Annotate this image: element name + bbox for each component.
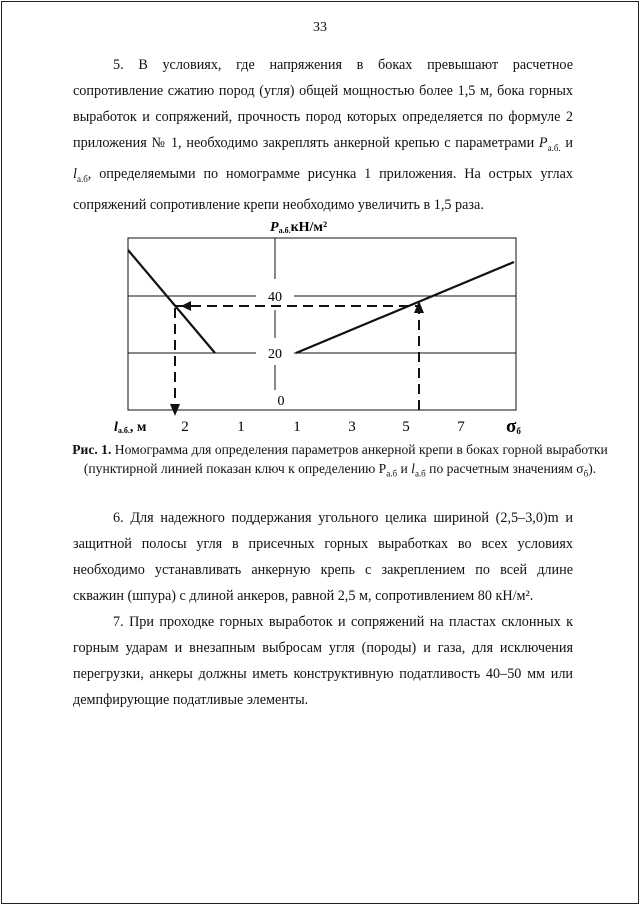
y-tick-20: 20	[268, 347, 282, 362]
paragraph-7-number: 7.	[113, 614, 124, 630]
symbol-l-subscript: а.б	[76, 173, 88, 184]
symbol-p-subscript: а.б.	[547, 142, 561, 153]
symbol-p: P	[538, 135, 548, 151]
x-tick-right-7: 7	[457, 419, 465, 435]
caption-and: и	[400, 461, 408, 476]
right-nomogram-line	[296, 262, 514, 353]
caption-label: Рис. 1.	[72, 442, 112, 457]
paragraph-7-text: При проходке горных выработок и сопряжений на пластах склонных к горным ударам и внезапным выбросам угля (породы) и газа, для исключения перегрузки, анкеры должны иметь конструктивную податливость 40–50 мм или демпфирующие податливые элементы.	[73, 614, 573, 708]
left-nomogram-line	[128, 250, 215, 353]
caption-close: ).	[588, 461, 597, 476]
x-tick-left-1: 1	[237, 419, 245, 435]
paragraph-5	[73, 52, 573, 218]
caption-text: Номограмма для определения параметров анкерной крепи в боках горной выработки (пунктирной линией показан ключ к определению P	[83, 442, 608, 476]
figure-caption	[60, 440, 620, 484]
nomogram-figure	[108, 215, 528, 437]
y-axis-title: Pа.б.кН/м²	[270, 220, 328, 235]
paragraph-5-text-a: В условиях, где напряжения в боках превышают расчетное сопротивление сжатию пород (угля) общей мощностью более 1,5 м, бока горных выработок и сопряжений, прочность пород которых определяется по формуле 2 приложения № 1, необходимо закреплять анкерной крепью с параметрами	[73, 57, 573, 151]
paragraph-5-and: и	[565, 135, 573, 151]
symbol-l: l	[73, 165, 77, 182]
paragraph-5-number: 5.	[113, 57, 124, 73]
caption-sub1: а.б	[386, 468, 398, 479]
paragraph-6-text: Для надежного поддержания угольного целика шириной (2,5–3,0)m и защитной полосы угля в присечных горных выработках во всех условиях необходимо устанавливать анкерную крепь с закреплением по всей длине скважин (шпура) с длиной анкеров, равной 2,5 м, сопротивлением 80 кН/м².	[73, 510, 574, 604]
page-number: 33	[313, 20, 327, 35]
arrow-left-head	[181, 301, 191, 311]
paragraph-5-text-b: , определяемыми по номограмме рисунка 1 приложения. На острых углах сопряжений сопротивление крепи необходимо увеличить в 1,5 раза.	[73, 165, 573, 213]
plot-frame	[128, 238, 516, 410]
y-tick-0: 0	[277, 394, 285, 409]
paragraph-6-number: 6.	[113, 510, 124, 526]
caption-symbol-l: l	[411, 461, 415, 476]
x-tick-right-3: 3	[348, 419, 356, 435]
caption-sub3: б	[583, 468, 589, 479]
x-axis-left-title: lа.б., м	[114, 420, 147, 435]
x-tick-left-2: 2	[181, 419, 189, 435]
y-tick-40: 40	[268, 290, 282, 305]
x-tick-right-1: 1	[293, 419, 301, 435]
caption-sub2: а.б	[414, 468, 426, 479]
paragraph-6	[73, 505, 573, 609]
caption-text-end: по расчетным значениям σ	[429, 461, 584, 476]
x-tick-right-5: 5	[402, 419, 410, 435]
x-axis-right-title: σб	[506, 416, 521, 437]
paragraph-7	[73, 609, 573, 713]
